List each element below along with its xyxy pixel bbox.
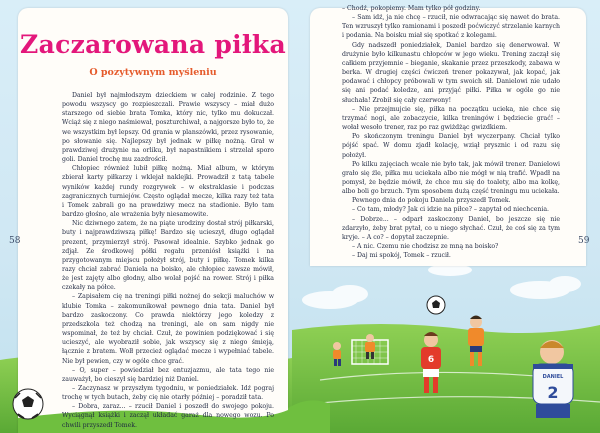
- paragraph: – Zaczynasz w przyszłym tygodniu, w poniedziałek. Idź pograj trochę w tych butach, żeby cię nie otarły później – poradził tata.: [62, 385, 274, 402]
- chapter-title: Zaczarowana piłka: [20, 30, 286, 59]
- paragraph: – Nie przejmujcie się, piłka na początku ucieka, nie chce się trzymać nogi, ale zobaczycie, kilka treningów i będziecie grać! – wołał wesoło trener, raz po raz gwiżdżąc gwizdkiem.: [342, 105, 560, 132]
- paragraph: – O, super – powiedział bez entuzjazmu, ale tata tego nie zauważył, bo cieszył się bardziej niż Daniel.: [62, 366, 274, 383]
- chapter-subtitle: O pozytywnym myśleniu: [89, 67, 217, 78]
- jersey-number: 2: [547, 383, 559, 402]
- jersey-name: DANIEL: [542, 374, 564, 380]
- paragraph: – A nic. Czemu nie chodzisz ze mną na boisko?: [352, 243, 499, 251]
- goalkeeper-figure: [365, 334, 375, 359]
- paragraph: – Sam idź, ja nie chcę – rzucił, nie odwracając się nawet do brata. Ten wzruszył tylko ramionami i poszedł poćwiczyć strzelanie karnych i podania. Na boisku miał się spotkać z kolegami.: [342, 14, 560, 40]
- soccer-ball-icon: [13, 389, 43, 419]
- paragraph: Gdy nadszedł poniedziałek, Daniel bardzo się denerwował. W drużynie było kilkunastu chłopców w jego wieku. Trening zaczął się całkiem przyjemnie – bieganie, skakanie przez przeszkody, zabawa w berka. W drugiej części ćwiczeń trener pokazywał, jak kopać, jak podawać i chłopcy próbowali w tym swoich sił. Danielowi nie udało się ani podać koledze, ani przyjąć piłki. Piłka w ogóle go nie słuchała! Zrobił się cały czerwony!: [342, 41, 560, 104]
- paragraph: Daniel był najmłodszym dzieckiem w całej rodzinie. Z tego powodu wszyscy go rozpieszczali. Prawie wszyscy – miał dużo starszego od siebie brata Tomka, który nic, tylko mu dokuczał. Wciąż się z niego naśmiewał, poszturchiwał, a najgorsze było to, że we wszystkim był lepszy. Od grania w planszówki, przez rysowanie, po słowanie się. Najlepszy był jednak w piłkę nożną. Grał w prawdziwej drużynie na orliku, był napastnikiem i strzelał sporo goli. Daniel trochę mu zazdrościł.: [62, 92, 274, 164]
- paragraph: – Daj mi spokój, Tomek – rzucił.: [352, 252, 451, 260]
- page-number-right: 59: [578, 236, 590, 246]
- player-red-figure: [421, 332, 441, 393]
- paragraph: – Chodź, pokopiemy. Mam tylko pół godziny.: [342, 5, 481, 12]
- player-small-figure: [333, 342, 341, 366]
- svg-text:6: 6: [427, 355, 435, 365]
- paragraph: Nic dziwnego zatem, że na piąte urodziny dostał strój piłkarski, buty i najprawdziwszą piłkę! Bardzo się ucieszył, długo oglądał prezent, przymierzył strój. Pasował idealnie. Szybko jednak go zdjął. Ze środkowej półki regału przeniósł książki i na przygotowanym miejscu położył strój, buty i piłkę. Tomek kilka razy chciał zabrać Daniela na boisko, ale chłopiec zawsze mówił, że jest zajęty albo głodny, albo wolał pojść na rower. Strój i piłka czekały na półce.: [62, 220, 274, 292]
- page-number-left: 58: [9, 236, 21, 246]
- paragraph: Chłopiec również lubił piłkę nożną. Miał album, w którym zbierał karty piłkarzy i wklejał naklejki. Prowadził z tatą tabele wyników każdej rundy rozgrywek – w ekstraklasie i podczas zagranicznych turniejów. Często oglądał mecze, kilka razy też tata i Tomek zabrali go na prawdziwy mecz na stadionie. Było tam bardzo głośno, ale wrażenia były niesamowite.: [62, 165, 274, 219]
- daniel-figure: [533, 340, 573, 418]
- paragraph: Po skończonym treningu Daniel był wyczerpany. Chciał tylko pójść spać. W domu zjadł kolację, wziął prysznic i od razu się położył.: [342, 133, 560, 159]
- paragraph: – Dobrze... – odparł zaskoczony Daniel, bo jeszcze się nie zdarzyło, żeby brat pytał, co u niego słychać. Czuł, że coś się za tym kryje. – A co? – dopytał zaczepnie.: [342, 215, 560, 241]
- paragraph: – Dobra, zaraz... – rzucił Daniel i poszedł do swojego pokoju. Wyciągnął książki i zaczął układać garaż dla nowego wozu. Po chwili przyszedł Tomek.: [62, 403, 274, 429]
- paragraph: – Co tam, młody? Jak ci idzie na piłce? – zapytał od niechcenia.: [352, 206, 549, 214]
- paragraph: Po kilku zajęciach wcale nie było tak, jak mówił trener. Danielowi grało się źle, piłka mu uciekała albo nie mógł w nią trafić. Wpadł na pomysł, że będzie mówił, że chce mu się do toalety, albo ma kolkę, albo boli go brzuch. Tym sposobem dużą część treningu mu uciekała.: [342, 160, 560, 196]
- paragraph: Pewnego dnia do pokoju Daniela przyszedł Tomek.: [352, 197, 511, 205]
- paragraph: – Zapisałem cię na treningi piłki nożnej do sekcji maluchów w klubie Tomka – zakomunikował pewnego dnia tata. Daniel był bardzo zaskoczony. Co prawda niektórzy jego koledzy z przedszkola też chodzą na treningi, ale on sam nigdy nie wspominał, że też by chciał. Czuł, że powinien podziękować i się ucieszyć, ale wyobraził sobie, jak wszyscy się z niego śmieją, łącznie z bratem. Wolł przecież oglądać mecze i wypełniać tabele. Nie był pewien, czy w ogóle chce grać.: [62, 293, 274, 365]
- player-orange-figure: [468, 316, 484, 367]
- soccer-ball-icon: [427, 296, 445, 314]
